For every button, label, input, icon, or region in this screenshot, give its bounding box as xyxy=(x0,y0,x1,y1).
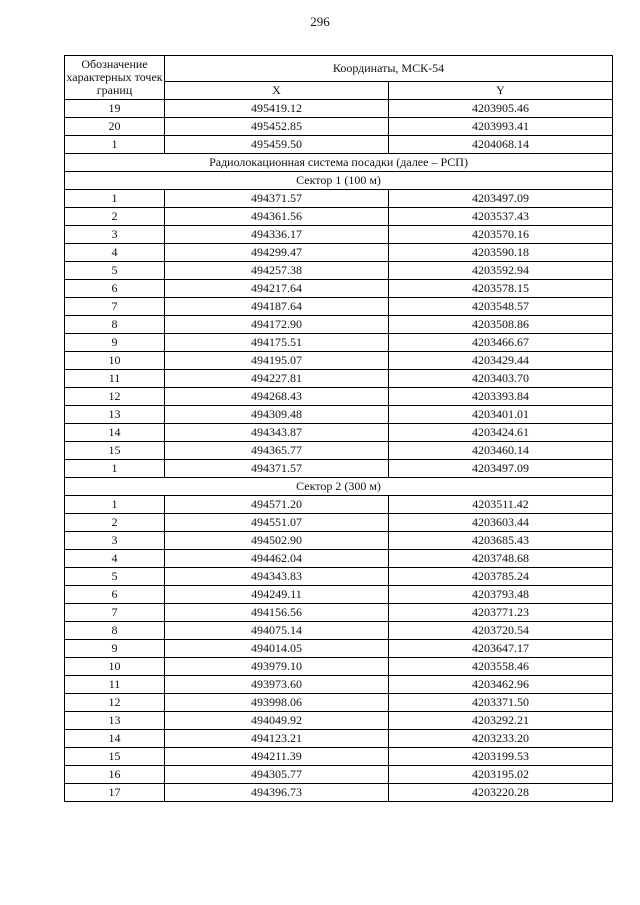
point-number-cell: 14 xyxy=(65,730,165,748)
point-number-cell: 1 xyxy=(65,496,165,514)
x-coordinate-cell: 493998.06 xyxy=(165,694,389,712)
x-coordinate-cell: 494175.51 xyxy=(165,334,389,352)
x-coordinate-cell: 494014.05 xyxy=(165,640,389,658)
x-coordinate-cell: 494187.64 xyxy=(165,298,389,316)
point-number-cell: 2 xyxy=(65,514,165,532)
x-coordinate-cell: 494299.47 xyxy=(165,244,389,262)
point-number-cell: 12 xyxy=(65,388,165,406)
x-coordinate-cell: 494462.04 xyxy=(165,550,389,568)
section-title: Радиолокационная система посадки (далее – РСП) xyxy=(65,154,613,172)
x-coordinate-cell: 494361.56 xyxy=(165,208,389,226)
x-coordinate-cell: 494075.14 xyxy=(165,622,389,640)
table-row xyxy=(65,100,613,118)
y-coordinate-cell: 4203647.17 xyxy=(389,640,613,658)
sector-row xyxy=(65,478,613,496)
y-coordinate-cell: 4203685.43 xyxy=(389,532,613,550)
x-coordinate-cell: 494502.90 xyxy=(165,532,389,550)
y-coordinate-cell: 4203993.41 xyxy=(389,118,613,136)
sector2-rows xyxy=(65,496,613,802)
y-coordinate-cell: 4203393.84 xyxy=(389,388,613,406)
point-number-cell: 13 xyxy=(65,406,165,424)
point-number-cell: 6 xyxy=(65,586,165,604)
x-coordinate-cell: 495452.85 xyxy=(165,118,389,136)
table-row xyxy=(65,316,613,334)
y-coordinate-cell: 4203497.09 xyxy=(389,190,613,208)
point-number-cell: 9 xyxy=(65,640,165,658)
y-coordinate-cell: 4203537.43 xyxy=(389,208,613,226)
table-row xyxy=(65,352,613,370)
point-number-cell: 15 xyxy=(65,748,165,766)
y-coordinate-cell: 4203462.96 xyxy=(389,676,613,694)
table-row xyxy=(65,298,613,316)
y-coordinate-cell: 4203558.46 xyxy=(389,658,613,676)
table-row xyxy=(65,496,613,514)
y-coordinate-cell: 4203590.18 xyxy=(389,244,613,262)
point-number-cell: 10 xyxy=(65,658,165,676)
table-row xyxy=(65,604,613,622)
table-row xyxy=(65,748,613,766)
y-coordinate-cell: 4203220.28 xyxy=(389,784,613,802)
table-row xyxy=(65,190,613,208)
point-number-cell: 5 xyxy=(65,262,165,280)
y-coordinate-cell: 4203497.09 xyxy=(389,460,613,478)
point-number-cell: 9 xyxy=(65,334,165,352)
y-coordinate-cell: 4203466.67 xyxy=(389,334,613,352)
table-row xyxy=(65,244,613,262)
table-row xyxy=(65,784,613,802)
x-coordinate-cell: 494305.77 xyxy=(165,766,389,784)
table-row xyxy=(65,658,613,676)
point-number-cell: 15 xyxy=(65,442,165,460)
point-number-cell: 11 xyxy=(65,676,165,694)
table-row xyxy=(65,712,613,730)
table-row xyxy=(65,262,613,280)
point-number-cell: 3 xyxy=(65,532,165,550)
table-row xyxy=(65,226,613,244)
x-coordinate-cell: 494268.43 xyxy=(165,388,389,406)
coordinates-table xyxy=(64,55,613,802)
y-coordinate-cell: 4203292.21 xyxy=(389,712,613,730)
x-coordinate-cell: 494049.92 xyxy=(165,712,389,730)
page-number: 296 xyxy=(310,14,330,29)
point-number-cell: 10 xyxy=(65,352,165,370)
y-coordinate-cell: 4203233.20 xyxy=(389,730,613,748)
y-coordinate-cell: 4203748.68 xyxy=(389,550,613,568)
y-coordinate-cell: 4203460.14 xyxy=(389,442,613,460)
table-row xyxy=(65,514,613,532)
y-coordinate-cell: 4203793.48 xyxy=(389,586,613,604)
point-number-cell: 1 xyxy=(65,460,165,478)
y-coordinate-cell: 4203401.01 xyxy=(389,406,613,424)
x-coordinate-cell: 494551.07 xyxy=(165,514,389,532)
table-row xyxy=(65,136,613,154)
table-row xyxy=(65,118,613,136)
sector-row xyxy=(65,172,613,190)
table-row xyxy=(65,424,613,442)
table-row xyxy=(65,370,613,388)
x-coordinate-cell: 494257.38 xyxy=(165,262,389,280)
x-coordinate-cell: 494336.17 xyxy=(165,226,389,244)
x-coordinate-cell: 494371.57 xyxy=(165,460,389,478)
point-number-cell: 11 xyxy=(65,370,165,388)
x-coordinate-cell: 494371.57 xyxy=(165,190,389,208)
sector1-rows xyxy=(65,190,613,478)
x-coordinate-cell: 494396.73 xyxy=(165,784,389,802)
y-coordinate-cell: 4203905.46 xyxy=(389,100,613,118)
sector1-title: Сектор 1 (100 м) xyxy=(65,172,613,190)
table-row xyxy=(65,280,613,298)
x-coordinate-cell: 494309.48 xyxy=(165,406,389,424)
x-coordinate-cell: 494156.56 xyxy=(165,604,389,622)
x-coordinate-cell: 494211.39 xyxy=(165,748,389,766)
table-row xyxy=(65,208,613,226)
table-row xyxy=(65,460,613,478)
x-coordinate-cell: 493979.10 xyxy=(165,658,389,676)
y-coordinate-cell: 4203570.16 xyxy=(389,226,613,244)
table-row xyxy=(65,532,613,550)
x-coordinate-cell: 494365.77 xyxy=(165,442,389,460)
point-number-cell: 4 xyxy=(65,244,165,262)
table-row xyxy=(65,622,613,640)
y-coordinate-cell: 4203785.24 xyxy=(389,568,613,586)
point-number-cell: 16 xyxy=(65,766,165,784)
y-coordinate-cell: 4203429.44 xyxy=(389,352,613,370)
y-coordinate-cell: 4203199.53 xyxy=(389,748,613,766)
table-row xyxy=(65,694,613,712)
x-coordinate-cell: 494249.11 xyxy=(165,586,389,604)
point-number-cell: 7 xyxy=(65,604,165,622)
header-designation: Обозначение характерных точек границ xyxy=(65,56,165,100)
header-x: X xyxy=(165,82,389,100)
x-coordinate-cell: 495419.12 xyxy=(165,100,389,118)
y-coordinate-cell: 4203548.57 xyxy=(389,298,613,316)
y-coordinate-cell: 4203720.54 xyxy=(389,622,613,640)
x-coordinate-cell: 494123.21 xyxy=(165,730,389,748)
table-row xyxy=(65,766,613,784)
y-coordinate-cell: 4204068.14 xyxy=(389,136,613,154)
x-coordinate-cell: 493973.60 xyxy=(165,676,389,694)
table-row xyxy=(65,640,613,658)
table-row xyxy=(65,550,613,568)
point-number-cell: 13 xyxy=(65,712,165,730)
x-coordinate-cell: 494343.87 xyxy=(165,424,389,442)
table-row xyxy=(65,388,613,406)
x-coordinate-cell: 495459.50 xyxy=(165,136,389,154)
table-row xyxy=(65,334,613,352)
y-coordinate-cell: 4203403.70 xyxy=(389,370,613,388)
x-coordinate-cell: 494343.83 xyxy=(165,568,389,586)
sector2-title: Сектор 2 (300 м) xyxy=(65,478,613,496)
point-number-cell: 20 xyxy=(65,118,165,136)
table-row xyxy=(65,676,613,694)
table-row xyxy=(65,406,613,424)
section-row xyxy=(65,154,613,172)
table-row xyxy=(65,442,613,460)
y-coordinate-cell: 4203195.02 xyxy=(389,766,613,784)
point-number-cell: 6 xyxy=(65,280,165,298)
x-coordinate-cell: 494227.81 xyxy=(165,370,389,388)
point-number-cell: 12 xyxy=(65,694,165,712)
point-number-cell: 5 xyxy=(65,568,165,586)
x-coordinate-cell: 494217.64 xyxy=(165,280,389,298)
x-coordinate-cell: 494172.90 xyxy=(165,316,389,334)
table-row xyxy=(65,730,613,748)
header-y: Y xyxy=(389,82,613,100)
y-coordinate-cell: 4203771.23 xyxy=(389,604,613,622)
point-number-cell: 1 xyxy=(65,136,165,154)
y-coordinate-cell: 4203511.42 xyxy=(389,496,613,514)
boundary-rows xyxy=(65,100,613,154)
point-number-cell: 2 xyxy=(65,208,165,226)
point-number-cell: 7 xyxy=(65,298,165,316)
point-number-cell: 1 xyxy=(65,190,165,208)
y-coordinate-cell: 4203508.86 xyxy=(389,316,613,334)
point-number-cell: 17 xyxy=(65,784,165,802)
table-row xyxy=(65,568,613,586)
point-number-cell: 19 xyxy=(65,100,165,118)
point-number-cell: 14 xyxy=(65,424,165,442)
y-coordinate-cell: 4203371.50 xyxy=(389,694,613,712)
point-number-cell: 3 xyxy=(65,226,165,244)
x-coordinate-cell: 494195.07 xyxy=(165,352,389,370)
point-number-cell: 8 xyxy=(65,316,165,334)
x-coordinate-cell: 494571.20 xyxy=(165,496,389,514)
y-coordinate-cell: 4203603.44 xyxy=(389,514,613,532)
y-coordinate-cell: 4203578.15 xyxy=(389,280,613,298)
table-row xyxy=(65,586,613,604)
y-coordinate-cell: 4203592.94 xyxy=(389,262,613,280)
header-coordinates: Координаты, МСК-54 xyxy=(165,56,613,82)
y-coordinate-cell: 4203424.61 xyxy=(389,424,613,442)
point-number-cell: 8 xyxy=(65,622,165,640)
point-number-cell: 4 xyxy=(65,550,165,568)
